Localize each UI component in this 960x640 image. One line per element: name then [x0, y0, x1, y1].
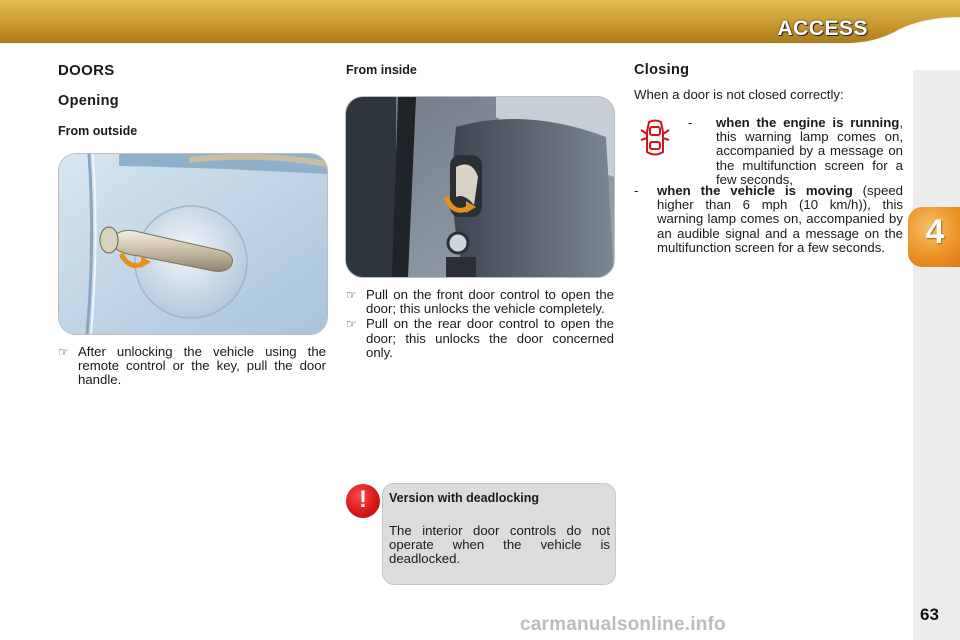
inside-bullets: [346, 288, 614, 360]
item-bold: when the engine is running: [716, 115, 900, 130]
watermark: carmanualsonline.info: [520, 614, 726, 635]
bullet-hand-icon: ☞: [346, 317, 357, 332]
note-title: Version with deadlocking: [389, 491, 540, 505]
item-text: (speed higher than 6 mph (10 km/h)), this warning lamp comes on, accompanied by an audible signal and a message on the multifunction screen for a few seconds.: [657, 183, 903, 255]
section-title-doors: DOORS: [58, 62, 115, 79]
bullet-inside-1: [346, 288, 614, 316]
item-dash: -: [688, 115, 693, 130]
subtitle-from-inside: From inside: [346, 63, 417, 77]
header-title: ACCESS: [777, 17, 868, 40]
section-title-closing: Closing: [634, 62, 690, 78]
closing-intro: When a door is not closed correctly:: [634, 87, 844, 102]
page-number: 63: [920, 605, 939, 624]
bullet-hand-icon: ☞: [58, 345, 69, 359]
section-title-opening: Opening: [58, 93, 119, 109]
bullet-text: After unlocking the vehicle using the remote control or the key, pull the door handle.: [78, 344, 326, 388]
bullet-inside-2: [346, 317, 614, 360]
bullet-outside-1: [58, 345, 326, 388]
item-bold: when the vehicle is moving: [657, 183, 853, 198]
bullet-text: Pull on the rear door control to open the door; this unlocks the door concerned only.: [366, 316, 614, 360]
inside-door-control-illustration: [345, 96, 615, 278]
door-open-warning-lamp-icon: [640, 118, 670, 160]
chapter-number: 4: [925, 213, 945, 251]
item-dash: -: [634, 183, 639, 198]
bullet-hand-icon: ☞: [346, 288, 357, 302]
closing-item-engine: [688, 116, 903, 187]
bullet-text: Pull on the front door control to open the door; this unlocks the vehicle completely.: [366, 287, 614, 317]
sidebar-strip: [913, 70, 960, 640]
note-box: [382, 483, 616, 585]
note-text: The interior door controls do not operate when the vehicle is deadlocked.: [389, 523, 610, 567]
closing-item-moving: [634, 184, 903, 255]
subtitle-from-outside: From outside: [58, 124, 138, 138]
item-text: , this warning lamp comes on, accompanied by a message on the multifunction screen for a few seconds,: [716, 115, 903, 187]
outside-door-handle-illustration: [58, 153, 328, 335]
warning-exclamation-icon: !: [346, 484, 380, 518]
